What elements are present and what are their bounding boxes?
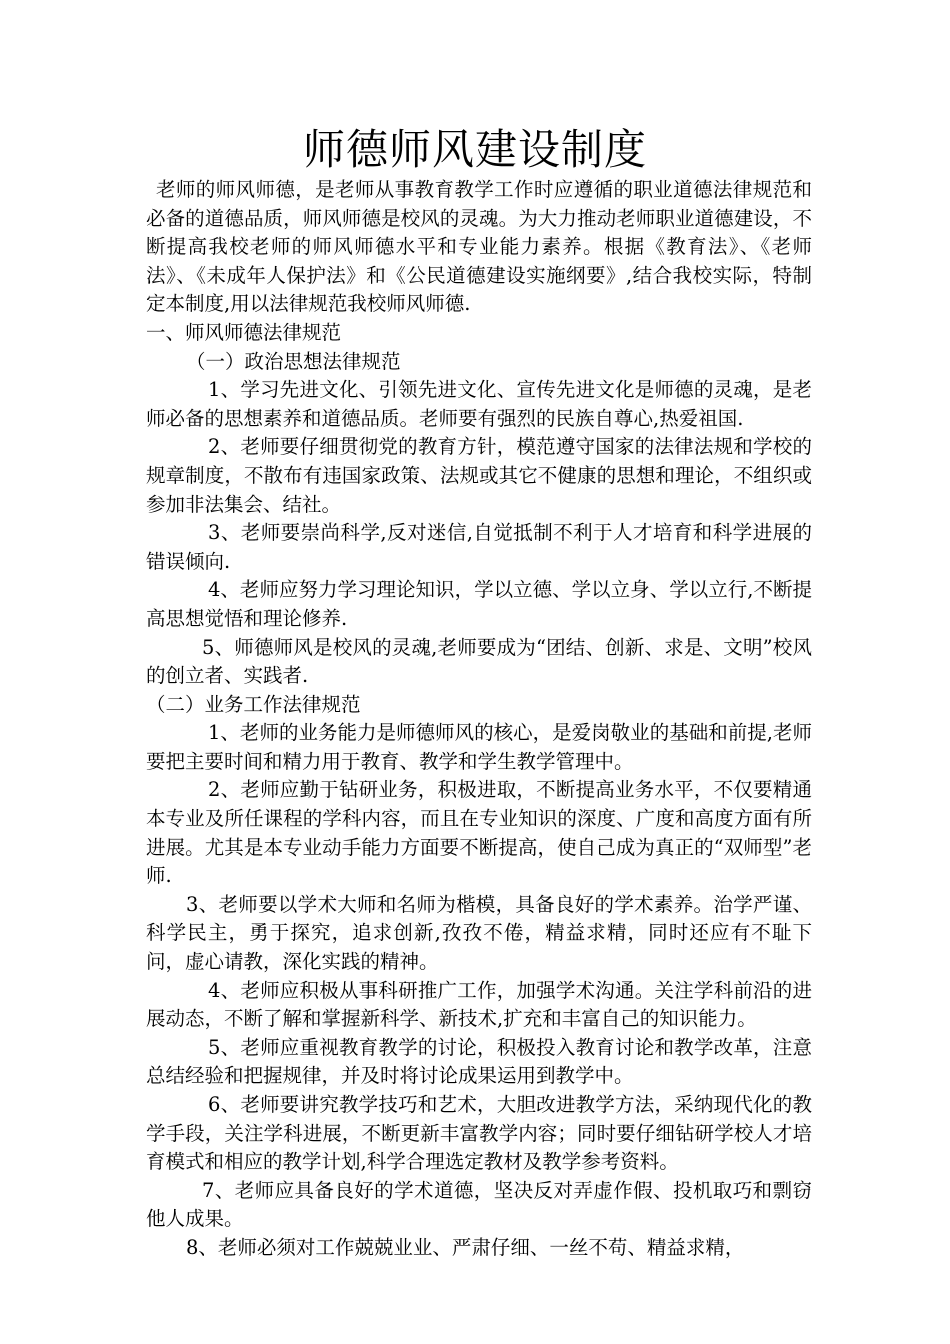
list-item: 5、老师应重视教育教学的讨论，积极投入教育讨论和教学改革，注意总结经验和把握规律，并及时将讨论成果运用到教学中。 [146,1035,812,1088]
intro-paragraph: 老师的师风师德，是老师从事教育教学工作时应遵循的职业道德法律规范和必备的道德品质，师风师德是校风的灵魂。为大力推动老师职业道德建设，不断提高我校老师的师风师德水平和专业能力素养。根据《教育法》、《老师法》、《未成年人保护法》和《公民道德建设实施纲要》,结合我校实际，特制定本制度,用以法律规范我校师风师德. [146,178,812,316]
list-item: 4、老师应积极从事科研推广工作，加强学术沟通。关注学科前沿的进展动态，不断了解和掌握新科学、新技术,扩充和丰富自己的知识能力。 [146,978,812,1031]
list-item: 6、老师要讲究教学技巧和艺术，大胆改进教学方法，采纳现代化的教学手段，关注学科进展，不断更新丰富教学内容；同时要仔细钻研学校人才培育模式和相应的教学计划,科学合理选定教材及教学参考资料。 [146,1093,812,1174]
list-item: 2、老师应勤于钻研业务，积极进取，不断提高业务水平，不仅要精通本专业及所任课程的学科内容，而且在专业知识的深度、广度和高度方面有所进展。尤其是本专业动手能力方面要不断提高，使自己成为真正的“双师型”老师. [146,778,812,888]
list-item: 4、老师应努力学习理论知识，学以立德、学以立身、学以立行,不断提高思想觉悟和理论修养. [146,578,812,630]
list-item: 3、老师要以学术大师和名师为楷模，具备良好的学术素养。治学严谨、科学民主，勇于探究，追求创新,孜孜不倦，精益求精，同时还应有不耻下问，虚心请教，深化实践的精神。 [146,892,812,974]
list-item: 2、老师要仔细贯彻党的教育方针，模范遵守国家的法律法规和学校的规章制度，不散布有违国家政策、法规或其它不健康的思想和理论，不组织或参加非法集会、结社。 [146,435,812,516]
subsection-heading: （一）政治思想法律规范 [186,349,401,373]
document-body [146,176,812,1263]
subsection-heading: （二）业务工作法律规范 [146,692,361,716]
section-heading: 一、师风师德法律规范 [146,320,342,344]
list-item: 8、老师必须对工作兢兢业业、严肃仔细、一丝不苟、精益求精， [186,1235,745,1259]
list-item: 1、学习先进文化、引领先进文化、宣传先进文化是师德的灵魂，是老师必备的思想素养和道德品质。老师要有强烈的民族自尊心,热爱祖国. [146,378,812,430]
list-item: 5、师德师风是校风的灵魂,老师要成为“团结、创新、求是、文明”校风的创立者、实践者. [146,635,812,688]
list-item: 3、老师要崇尚科学,反对迷信,自觉抵制不利于人才培育和科学进展的错误倾向. [146,521,812,573]
list-item: 1、老师的业务能力是师德师风的核心，是爱岗敬业的基础和前提,老师要把主要时间和精力用于教育、教学和学生教学管理中。 [146,721,812,773]
document-title: 师德师风建设制度 [302,125,647,174]
list-item: 7、老师应具备良好的学术道德，坚决反对弄虚作假、投机取巧和剽窃他人成果。 [146,1178,812,1231]
